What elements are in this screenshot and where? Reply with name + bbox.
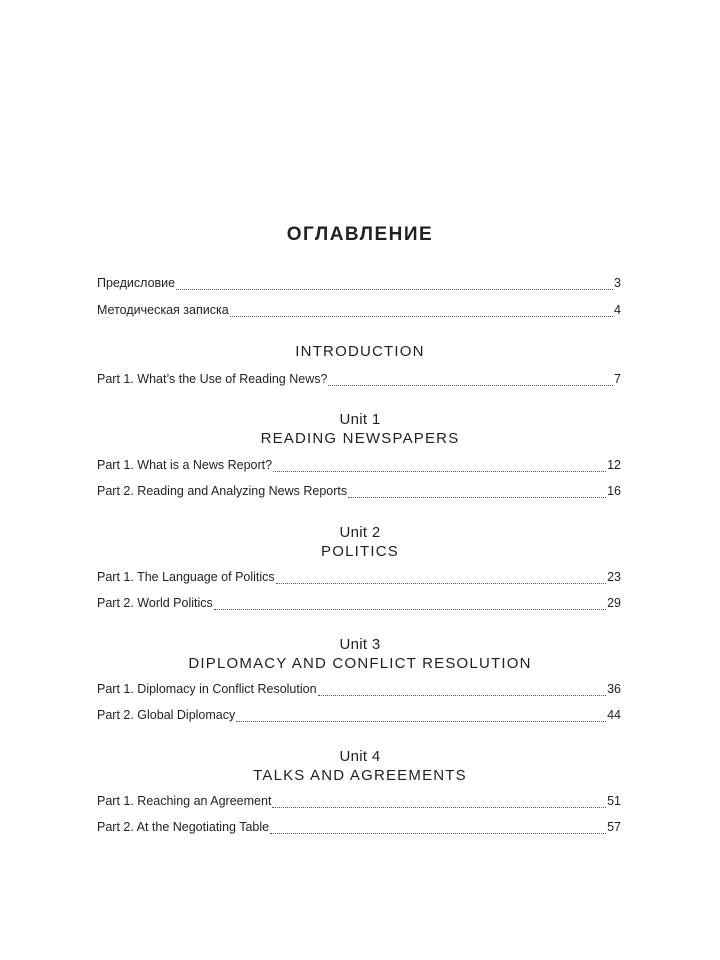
- page-title: ОГЛАВЛЕНИЕ: [286, 224, 434, 245]
- toc-entry-page: 44: [607, 708, 621, 722]
- toc-entry-label: Part 1. What’s the Use of Reading News?: [97, 372, 328, 386]
- toc-entry-label: Part 2. Reading and Analyzing News Reports: [97, 484, 348, 498]
- toc-entry-page: 12: [607, 458, 621, 472]
- toc-entry-unit1-part2[interactable]: [97, 484, 621, 502]
- toc-entry-unit4-part1[interactable]: [97, 794, 621, 812]
- toc-entry-methodological-note[interactable]: [97, 303, 621, 321]
- dot-leader: [318, 694, 607, 696]
- dot-leader: [276, 582, 606, 584]
- toc-entry-label: Методическая записка: [97, 303, 229, 317]
- unit-number: Unit 4: [339, 748, 381, 765]
- toc-entry-label: Part 2. At the Negotiating Table: [97, 820, 270, 834]
- dot-leader: [214, 608, 606, 610]
- toc-entry-label: Part 1. The Language of Politics: [97, 570, 275, 584]
- toc-entry-page: 4: [614, 303, 621, 317]
- toc-entry-label: Part 1. Reaching an Agreement: [97, 794, 272, 808]
- dot-leader: [348, 496, 606, 498]
- toc-entry-page: 16: [607, 484, 621, 498]
- unit-heading: READING NEWSPAPERS: [260, 430, 460, 447]
- toc-entry-unit2-part2[interactable]: [97, 596, 621, 614]
- toc-entry-page: 7: [614, 372, 621, 386]
- dot-leader: [273, 470, 606, 472]
- toc-entry-unit2-part1[interactable]: [97, 570, 621, 588]
- toc-entry-page: 29: [607, 596, 621, 610]
- toc-entry-preface[interactable]: [97, 276, 621, 294]
- toc-entry-label: Part 2. Global Diplomacy: [97, 708, 236, 722]
- toc-entry-intro-part1[interactable]: [97, 372, 621, 390]
- toc-entry-page: 3: [614, 276, 621, 290]
- dot-leader: [236, 720, 606, 722]
- section-heading-introduction: INTRODUCTION: [295, 343, 425, 360]
- toc-entry-label: Предисловие: [97, 276, 176, 290]
- toc-entry-page: 36: [607, 682, 621, 696]
- dot-leader: [270, 832, 606, 834]
- toc-entry-page: 57: [607, 820, 621, 834]
- toc-entry-page: 23: [607, 570, 621, 584]
- toc-entry-unit4-part2[interactable]: [97, 820, 621, 838]
- unit-heading: TALKS AND AGREEMENTS: [253, 767, 467, 784]
- unit-number: Unit 3: [339, 636, 381, 653]
- toc-entry-label: Part 1. What is a News Report?: [97, 458, 273, 472]
- toc-entry-unit1-part1[interactable]: [97, 458, 621, 476]
- toc-entry-unit3-part1[interactable]: [97, 682, 621, 700]
- unit-number: Unit 1: [339, 411, 381, 428]
- unit-number: Unit 2: [339, 524, 381, 541]
- toc-entry-unit3-part2[interactable]: [97, 708, 621, 726]
- dot-leader: [272, 806, 606, 808]
- dot-leader: [230, 315, 613, 317]
- unit-heading: DIPLOMACY AND CONFLICT RESOLUTION: [188, 655, 532, 672]
- dot-leader: [328, 384, 613, 386]
- toc-entry-page: 51: [607, 794, 621, 808]
- toc-entry-label: Part 2. World Politics: [97, 596, 213, 610]
- toc-entry-label: Part 1. Diplomacy in Conflict Resolution: [97, 682, 317, 696]
- unit-heading: POLITICS: [321, 543, 399, 560]
- dot-leader: [176, 288, 613, 290]
